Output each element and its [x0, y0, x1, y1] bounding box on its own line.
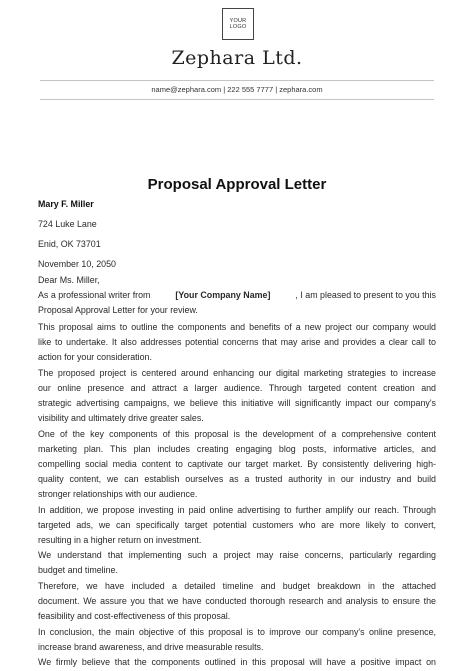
logo-text-line1: YOUR [229, 18, 247, 24]
header-rule-top [40, 80, 434, 81]
body-line: visibility and ultimately drive greater sales. [38, 413, 204, 423]
body-line-intro [38, 290, 436, 301]
body-line: action for your consideration. [38, 352, 152, 362]
intro-text-end: , I am pleased to present to you this [295, 290, 436, 300]
body-line: resulting in a higher return on investment. [38, 535, 202, 545]
body-line: document. We assure you that we have conducted thorough research and analysis to ensure the [38, 596, 436, 606]
body-line: quality content, we can establish ourselves as a trusted authority in our industry and build [38, 474, 436, 484]
body-line: This proposal aims to outline the components and benefits of a new project our company would [38, 322, 436, 332]
body-line: targeted ads, we can specifically target potential customers who are more likely to convert, [38, 520, 436, 530]
company-name: Zephara Ltd. [171, 47, 303, 69]
contact-info: name@zephara.com | 222 555 7777 | zephara.com [151, 84, 323, 94]
company-logo [222, 8, 254, 40]
logo-text-line2: LOGO [229, 24, 247, 30]
recipient-name: Mary F. Miller [38, 199, 94, 209]
body-line: One of the key components of this proposal is the development of a comprehensive content [38, 429, 436, 439]
letter-title: Proposal Approval Letter [147, 176, 327, 193]
body-line: stronger relationships with our audience. [38, 489, 198, 499]
body-line: compelling social media content to captivate our target market. By consistently delivering high- [38, 459, 436, 469]
body-line: feasibility and cost-effectiveness of this proposal. [38, 611, 231, 621]
body-line: We firmly believe that the components outlined in this proposal will have a positive impact on [38, 657, 436, 667]
body-line: The proposed project is centered around enhancing our digital marketing strategies to increase [38, 368, 436, 378]
intro-text-start: As a professional writer from [38, 290, 151, 300]
salutation: Dear Ms. Miller, [38, 275, 100, 285]
company-name-placeholder: [Your Company Name] [175, 290, 271, 300]
header-rule-bottom [40, 99, 434, 100]
body-line: Proposal Approval Letter for your review. [38, 305, 198, 315]
address-line-1: 724 Luke Lane [38, 219, 97, 229]
body-line: strategic advertising campaigns, we believe this initiative will significantly impact our company's [38, 398, 436, 408]
body-line: our online presence and attract a larger audience. Through targeted content creation and [38, 383, 436, 393]
body-line: In addition, we propose investing in paid online advertising to further amplify our reach. Through [38, 505, 436, 515]
body-line: marketing plan. This plan includes creating engaging blog posts, informative articles, and [38, 444, 436, 454]
body-line: We understand that implementing such a project may raise concerns, particularly regarding [38, 550, 436, 560]
body-line: increase brand awareness, and drive measurable results. [38, 642, 264, 652]
body-line: In conclusion, the main objective of this proposal is to improve our company's online presence, [38, 627, 436, 637]
body-line: like to undertake. It also addresses potential concerns that may arise and provides a clear call to [38, 337, 436, 347]
body-line: Therefore, we have included a detailed timeline and budget breakdown in the attached [38, 581, 436, 591]
letter-date: November 10, 2050 [38, 259, 116, 269]
body-line: budget and timeline. [38, 565, 118, 575]
address-line-2: Enid, OK 73701 [38, 239, 101, 249]
